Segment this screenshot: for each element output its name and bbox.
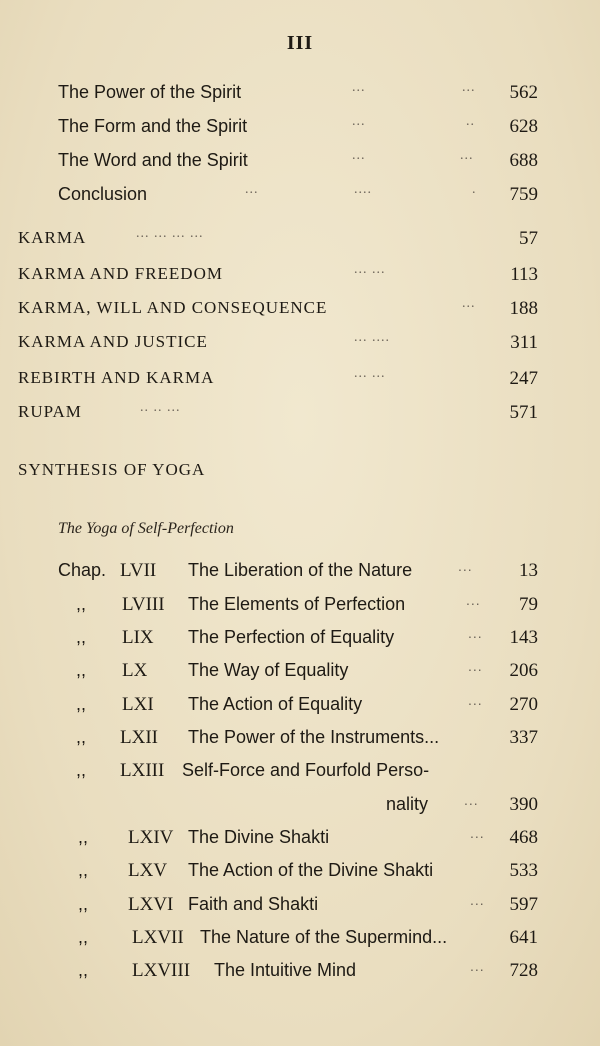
chapter-label: ,, [76,694,87,714]
chapter-row [0,694,600,726]
chapter-title: The Action of the Divine Shakti [188,860,434,880]
entry-title: REBIRTH AND KARMA [18,368,215,387]
leader-dots: ... [352,80,366,95]
subsection-title: The Yoga of Self-Perfection [58,520,234,537]
chapter-label: ,, [76,727,87,747]
toc-entry [0,82,600,112]
entry-page: 113 [510,264,538,285]
chapter-row [0,660,600,692]
chapter-title: The Nature of the Supermind... [200,927,448,947]
chapter-page: 13 [519,560,538,581]
entry-page: 562 [509,82,538,103]
toc-entry [0,150,600,180]
continuation-title: nality [386,794,429,814]
leader-dots: ... [470,958,485,974]
chapter-title: The Divine Shakti [188,827,330,847]
leader-dots: .. .. ... [140,400,181,415]
chapter-number: LXVI [128,894,174,915]
chapter-row [0,760,600,792]
chapter-number: LIX [122,627,154,648]
chapter-page: 533 [509,860,538,881]
chapter-page: 143 [509,627,538,648]
chapter-page: 390 [509,794,538,815]
entry-title: The Word and the Spirit [58,150,248,170]
leader-dots: ... [468,692,483,708]
chapter-title: The Action of Equality [188,694,363,714]
chapter-number: LXII [120,727,158,748]
leader-dots: ... [245,182,259,197]
chapter-page: 79 [519,594,538,615]
entry-page: 628 [509,116,538,137]
leader-dots: .... [354,182,372,197]
chapter-row [0,827,600,859]
leader-dots: ... [468,658,483,674]
chapter-page: 468 [509,827,538,848]
chapter-number: LXVIII [132,960,191,981]
chapter-number: LXIV [128,827,174,848]
entry-page: 688 [509,150,538,171]
chapter-page: 597 [509,894,538,915]
chapter-page: 270 [509,694,538,715]
chapter-page: 337 [509,727,538,748]
chapter-number: LVIII [122,594,165,615]
leader-dots: ... ... [354,366,386,381]
chapter-label: ,, [76,594,87,614]
chapter-label: ,, [78,894,89,914]
chapter-page: 728 [509,960,538,981]
chapter-number: LVII [120,560,157,581]
entry-title: The Power of the Spirit [58,82,242,102]
leader-dots: ... [460,148,474,163]
chapter-title: The Elements of Perfection [188,594,406,614]
chapter-title: Self-Force and Fourfold Perso- [182,760,430,780]
entry-page: 188 [509,298,538,319]
entry-page: 571 [509,402,538,423]
chapter-number: LXVII [132,927,184,948]
entry-title: KARMA, WILL AND CONSEQUENCE [18,298,328,317]
chapter-row [0,927,600,959]
chapter-label: ,, [76,760,87,780]
chapter-label: Chap. [58,560,107,580]
leader-dots: .. [466,114,475,129]
chapter-title: The Power of the Instruments... [188,727,440,747]
chapter-title: The Way of Equality [188,660,349,680]
chapter-row [0,894,600,926]
entry-page: 759 [509,184,538,205]
toc-entry [0,298,600,328]
entry-title: The Form and the Spirit [58,116,248,136]
chapter-title: The Liberation of the Nature [188,560,413,580]
leader-dots: ... [470,892,485,908]
entry-page: 311 [510,332,538,353]
chapter-page: 641 [509,927,538,948]
entry-title: KARMA AND JUSTICE [18,332,208,351]
leader-dots: . [472,182,477,197]
entry-page: 247 [509,368,538,389]
leader-dots: ... [464,792,479,808]
chapter-row [0,960,600,992]
entry-title: KARMA [18,228,87,247]
chapter-number: LXI [122,694,154,715]
toc-entry [0,332,600,362]
entry-title: Conclusion [58,184,148,204]
chapter-number: LX [122,660,148,681]
chapter-number: LXV [128,860,168,881]
chapter-row [0,560,600,592]
chapter-continuation [0,794,600,826]
chapter-label: ,, [78,827,89,847]
chapter-row [0,594,600,626]
toc-entry [0,116,600,146]
toc-entry [0,368,600,398]
page-number: III [286,32,314,54]
toc-entry [0,402,600,432]
leader-dots: ... [462,80,476,95]
leader-dots: ... .... [354,330,390,345]
entry-title: KARMA AND FREEDOM [18,264,223,283]
chapter-label: ,, [76,660,87,680]
chapter-label: ,, [78,927,89,947]
toc-entry [0,228,600,258]
chapter-row [0,627,600,659]
chapter-page: 206 [509,660,538,681]
entry-page: 57 [519,228,538,249]
chapter-label: ,, [78,960,89,980]
entry-title: RUPAM [18,402,82,421]
leader-dots: ... [470,825,485,841]
chapter-row [0,860,600,892]
leader-dots: ... [466,592,481,608]
toc-entry [0,264,600,294]
chapter-title: The Perfection of Equality [188,627,395,647]
chapter-row [0,727,600,759]
leader-dots: ... [468,625,483,641]
leader-dots: ... [352,114,366,129]
chapter-label: ,, [78,860,89,880]
section-heading: SYNTHESIS OF YOGA [18,460,206,479]
chapter-title: The Intuitive Mind [214,960,357,980]
chapter-title: Faith and Shakti [188,894,319,914]
chapter-number: LXIII [120,760,165,781]
chapter-label: ,, [76,627,87,647]
leader-dots: ... [458,558,473,574]
leader-dots: ... ... [354,262,386,277]
toc-entry [0,184,600,214]
leader-dots: ... ... ... ... [136,226,204,241]
leader-dots: ... [352,148,366,163]
leader-dots: ... [462,296,476,311]
